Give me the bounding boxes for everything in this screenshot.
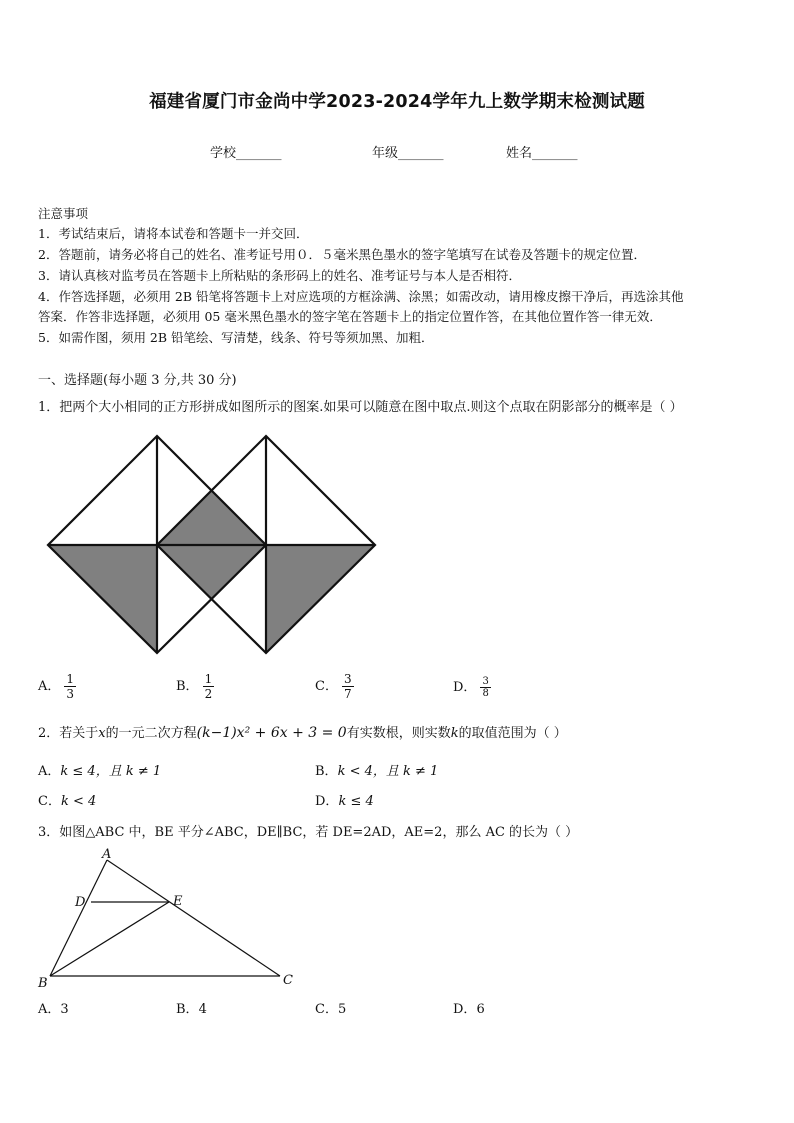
q3-option-a[interactable] — [38, 998, 69, 1017]
point-label-A: A — [102, 847, 112, 862]
q2-suffix2: 的取值范围为（ ） — [458, 726, 567, 741]
fraction — [203, 672, 215, 701]
option-label: B． — [176, 679, 199, 694]
grade-field — [372, 142, 444, 161]
fraction — [342, 672, 354, 701]
var-x: x — [98, 726, 106, 741]
numerator: 1 — [204, 672, 213, 686]
note-item: 答案．作答非选择题，必须用 05 毫米黑色墨水的签字笔在答题卡上的指定位置作答，在其他位置作答一律无效． — [38, 309, 662, 324]
option-label: C． — [315, 679, 338, 694]
numerator: 3 — [482, 676, 489, 687]
option-text: k < 4，且 k ≠ 1 — [337, 764, 439, 779]
q3-triangle-figure — [34, 843, 300, 991]
q2-suffix1: 有实数根，则实数 — [346, 726, 451, 741]
q2-prefix: 2．若关于 — [38, 726, 99, 741]
q1-stem: 1．把两个大小相同的正方形拼成如图所示的图案.如果可以随意在图中取点.则这个点取在阴影部分的概率是（ ） — [38, 400, 683, 415]
option-text: k ≤ 4，且 k ≠ 1 — [60, 764, 162, 779]
option-text: k ≤ 4 — [338, 794, 374, 809]
name-label: 姓名 — [506, 146, 533, 161]
option-label: D． — [315, 794, 339, 809]
option-label: B． — [176, 1002, 199, 1017]
q2-option-d[interactable] — [315, 790, 374, 809]
numerator: 1 — [66, 672, 75, 686]
notes-heading: 注意事项 — [38, 206, 89, 221]
point-label-C: C — [283, 973, 293, 988]
note-item: 2．答题前，请务必将自己的姓名、准考证号用０．５毫米黑色墨水的签字笔填写在试卷及答题卡的规定位置． — [38, 247, 646, 262]
grade-label: 年级 — [372, 146, 399, 161]
option-text: 5 — [337, 1002, 347, 1017]
point-label-D: D — [75, 895, 86, 910]
denominator: 3 — [66, 687, 75, 701]
school-label: 学校 — [210, 146, 237, 161]
q1-squares-figure — [44, 430, 380, 660]
var-k: k — [450, 726, 459, 741]
denominator: 2 — [204, 687, 213, 701]
q2-option-b[interactable] — [315, 760, 438, 779]
q1-option-b[interactable] — [176, 672, 214, 701]
denominator: 8 — [482, 688, 489, 699]
numerator: 3 — [343, 672, 352, 686]
q2-equation: (k−1)x² + 6x + 3 = 0 — [196, 725, 347, 741]
school-blank: _______ — [236, 146, 282, 161]
option-text: 6 — [476, 1002, 485, 1017]
q1-option-a[interactable] — [38, 672, 76, 701]
note-item: 3．请认真核对监考员在答题卡上所粘贴的条形码上的姓名、准考证号与本人是否相符． — [38, 268, 521, 283]
option-label: D． — [453, 680, 477, 695]
section-heading: 一、选择题(每小题 3 分,共 30 分) — [38, 373, 237, 388]
option-label: A． — [38, 764, 61, 779]
q3-stem: 3．如图△ABC 中，BE 平分∠ABC，DE∥BC，若 DE=2AD，AE=2，那么 AC 的长为（ ） — [38, 825, 579, 840]
option-label: C． — [38, 794, 61, 809]
page-title: 福建省厦门市金尚中学2023-2024学年九上数学期末检测试题 — [149, 92, 645, 112]
note-item: 5．如需作图，须用 2B 铅笔绘、写清楚，线条、符号等须加黑、加粗． — [38, 330, 434, 345]
school-field — [210, 142, 282, 161]
note-item: 1．考试结束后，请将本试卷和答题卡一并交回． — [38, 226, 309, 241]
q1-option-c[interactable] — [315, 672, 354, 701]
option-text: 4 — [198, 1002, 207, 1017]
point-label-E: E — [173, 894, 183, 909]
q2-option-a[interactable] — [38, 760, 161, 779]
side-AC — [107, 860, 280, 976]
point-label-B: B — [38, 976, 48, 991]
option-label: B． — [315, 764, 338, 779]
option-label: A． — [38, 1002, 61, 1017]
option-text: 3 — [60, 1002, 69, 1017]
option-label: D． — [453, 1002, 477, 1017]
fraction — [480, 676, 490, 699]
name-blank: _______ — [532, 146, 578, 161]
q3-option-d[interactable] — [453, 998, 485, 1017]
option-label: C． — [315, 1002, 338, 1017]
fraction — [64, 672, 76, 701]
q3-option-b[interactable] — [176, 998, 207, 1017]
q2-stem — [38, 722, 567, 741]
option-text: k < 4 — [60, 794, 97, 809]
q2-mid: 的一元二次方程 — [105, 726, 197, 741]
q2-option-c[interactable] — [38, 790, 96, 809]
grade-blank: _______ — [398, 146, 444, 161]
denominator: 7 — [343, 687, 352, 701]
name-field — [506, 142, 578, 161]
q1-option-d[interactable] — [453, 676, 491, 699]
note-item: 4．作答选择题，必须用 2B 铅笔将答题卡上对应选项的方框涂满、涂黑；如需改动，请用橡皮擦干净后，再选涂其他 — [38, 289, 684, 304]
q3-option-c[interactable] — [315, 998, 346, 1017]
option-label: A． — [38, 679, 61, 694]
